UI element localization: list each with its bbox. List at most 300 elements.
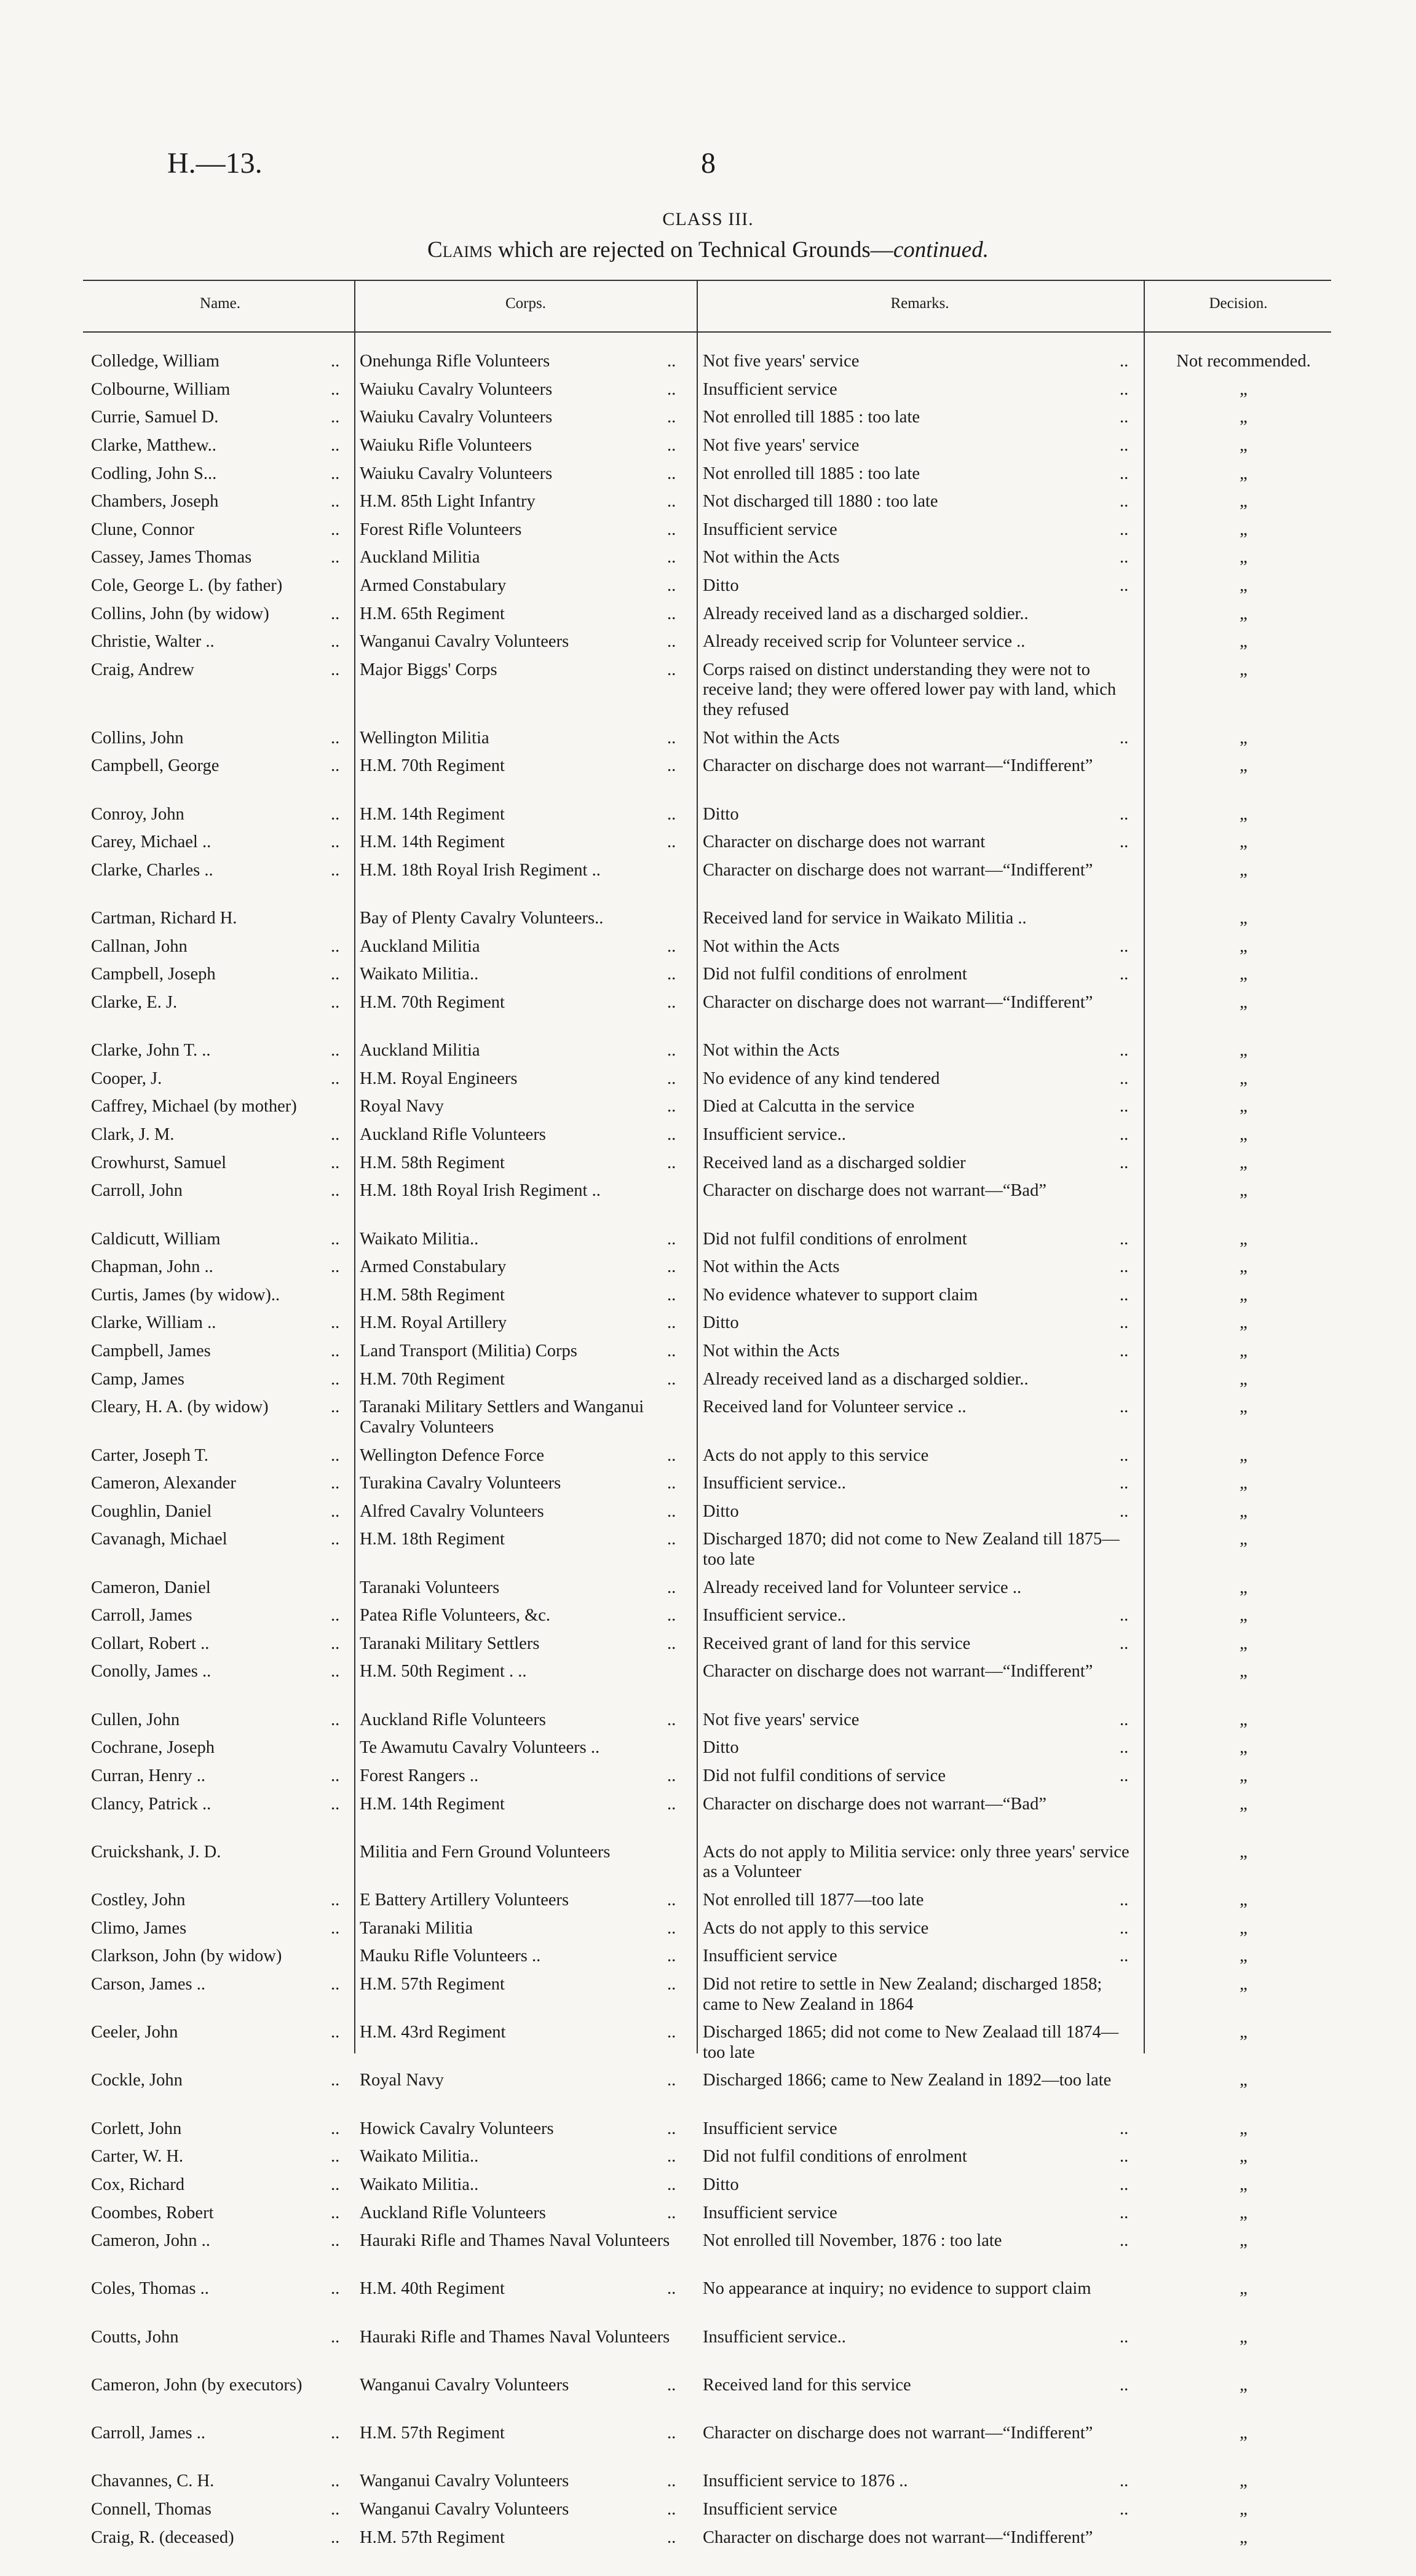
leader-dots: .. — [331, 520, 340, 539]
cell-corps-text: H.M. 58th Regiment — [360, 1153, 505, 1172]
cell-decision-text: „ — [1240, 660, 1248, 679]
cell-name-text: Coutts, John — [91, 2327, 179, 2347]
leader-dots: .. — [331, 2424, 340, 2443]
leader-dots: .. — [667, 492, 676, 512]
cell-decision-text: „ — [1240, 1634, 1248, 1653]
table-row — [0, 1606, 1416, 1634]
cell-corps — [360, 1975, 686, 1995]
cell-name-text: Chavannes, C. H. — [91, 2471, 215, 2491]
cell-name — [91, 861, 339, 881]
cell-corps — [360, 2528, 686, 2548]
cell-decision — [1150, 1474, 1337, 1494]
page-number: 8 — [701, 147, 716, 180]
leader-dots: .. — [667, 632, 676, 652]
leader-dots: .. — [1120, 576, 1129, 595]
table-row — [0, 1891, 1416, 1919]
cell-decision — [1150, 2424, 1337, 2444]
cell-remarks — [703, 1286, 1137, 1306]
cell-decision-text: „ — [1240, 1842, 1248, 1862]
cell-remarks-text: Not enrolled till November, 1876 : too late — [703, 2231, 1002, 2251]
leader-dots: .. — [1120, 832, 1129, 852]
cell-name-text: Carter, Joseph T. — [91, 1445, 208, 1465]
cell-corps — [360, 2023, 686, 2043]
cell-corps-text: Forest Rangers .. — [360, 1766, 479, 1785]
cell-decision-text: „ — [1240, 1285, 1248, 1305]
leader-dots: .. — [667, 2023, 676, 2042]
cell-corps — [360, 1919, 686, 1939]
cell-remarks — [703, 436, 1137, 456]
cell-remarks — [703, 464, 1137, 484]
leader-dots: .. — [667, 1578, 676, 1597]
table-row — [0, 2376, 1416, 2424]
table-row — [0, 1341, 1416, 1370]
cell-decision-text: „ — [1240, 632, 1248, 652]
cell-corps — [360, 1578, 686, 1598]
cell-decision-text: „ — [1240, 2147, 1248, 2167]
cell-decision-text: „ — [1240, 1181, 1248, 1201]
cell-name-text: Costley, John — [91, 1891, 186, 1910]
leader-dots: .. — [331, 2327, 340, 2347]
cell-corps — [360, 2203, 686, 2224]
cell-name — [91, 1286, 339, 1306]
cell-corps-text: Wanganui Cavalry Volunteers — [360, 2471, 569, 2491]
leader-dots: .. — [667, 1097, 676, 1116]
leader-dots: .. — [667, 604, 676, 623]
cell-remarks-text: Did not fulfil conditions of enrolment — [703, 2147, 967, 2167]
cell-corps — [360, 548, 686, 568]
cell-corps-text: Waiuku Cavalry Volunteers — [360, 464, 553, 483]
cell-remarks-text: Not five years' service — [703, 352, 860, 371]
cell-remarks-text: Insufficient service — [703, 379, 837, 399]
cell-decision-text: „ — [1240, 1369, 1248, 1389]
cell-name — [91, 2119, 339, 2139]
cell-decision — [1150, 604, 1337, 625]
cell-remarks-text: Insufficient service — [703, 1946, 837, 1966]
leader-dots: .. — [331, 1501, 340, 1521]
leader-dots: .. — [1120, 352, 1129, 371]
leader-dots: .. — [1120, 1285, 1129, 1305]
cell-decision-text: „ — [1240, 2471, 1248, 2491]
table-row — [0, 520, 1416, 548]
cell-remarks — [703, 2147, 1137, 2167]
cell-name-text: Cameron, Alexander — [91, 1474, 236, 1493]
leader-dots: .. — [667, 1794, 676, 1814]
cell-decision — [1150, 1710, 1337, 1731]
cell-decision — [1150, 1502, 1337, 1522]
cell-decision-text: „ — [1240, 1445, 1248, 1465]
leader-dots: .. — [667, 2203, 676, 2222]
cell-corps-text: Waikato Militia.. — [360, 2147, 479, 2167]
leader-dots: .. — [1120, 1501, 1129, 1521]
cell-corps — [360, 1502, 686, 1522]
cell-name — [91, 2424, 339, 2444]
cell-corps — [360, 2500, 686, 2520]
cell-name — [91, 2071, 339, 2091]
leader-dots: .. — [331, 408, 340, 427]
cell-name-text: Caldicutt, William — [91, 1229, 221, 1249]
cell-remarks — [703, 2376, 1137, 2396]
cell-name-text: Cassey, James Thomas — [91, 548, 252, 567]
leader-dots: .. — [331, 1710, 340, 1729]
cell-name-text: Currie, Samuel D. — [91, 408, 219, 427]
cell-decision-text: „ — [1240, 1069, 1248, 1088]
cell-decision — [1150, 909, 1337, 929]
cell-decision-text: Not recommended. — [1176, 352, 1311, 371]
table-row — [0, 1069, 1416, 1097]
leader-dots: .. — [331, 728, 340, 748]
cell-remarks — [703, 1710, 1137, 1731]
cell-decision — [1150, 2119, 1337, 2139]
cell-decision — [1150, 1257, 1337, 1278]
leader-dots: .. — [667, 1285, 676, 1305]
cell-corps — [360, 1474, 686, 1494]
leader-dots: .. — [1120, 520, 1129, 539]
leader-dots: .. — [1120, 2175, 1129, 2194]
cell-corps-text: Taranaki Militia — [360, 1918, 473, 1938]
cell-decision — [1150, 1181, 1337, 1201]
cell-name — [91, 520, 339, 540]
leader-dots: .. — [1120, 728, 1129, 748]
cell-decision-text: „ — [1240, 1097, 1248, 1116]
cell-remarks-text: Not within the Acts — [703, 1041, 840, 1061]
cell-corps — [360, 1313, 686, 1333]
table-row — [0, 576, 1416, 604]
cell-decision — [1150, 2471, 1337, 2492]
cell-decision-text: „ — [1240, 832, 1248, 852]
leader-dots: .. — [1120, 1710, 1129, 1729]
leader-dots: .. — [1120, 1313, 1129, 1333]
leader-dots: .. — [1120, 804, 1129, 824]
cell-remarks-text: Discharged 1870; did not come to New Zealand till 1875—too late — [703, 1530, 1120, 1569]
table-row — [0, 632, 1416, 660]
cell-name — [91, 1474, 339, 1494]
cell-remarks-text: Insufficient service to 1876 .. — [703, 2471, 908, 2491]
cell-corps-text: H.M. 65th Regiment — [360, 604, 505, 623]
cell-decision — [1150, 464, 1337, 484]
cell-remarks — [703, 1662, 1137, 1682]
cell-name — [91, 909, 339, 929]
cell-decision — [1150, 1370, 1337, 1390]
cell-remarks — [703, 352, 1137, 372]
cell-remarks — [703, 660, 1137, 721]
table-row — [0, 2203, 1416, 2232]
cell-name — [91, 1530, 339, 1550]
cell-corps-text: Wanganui Cavalry Volunteers — [360, 2499, 569, 2519]
cell-corps — [360, 380, 686, 400]
cell-corps-text: Militia and Fern Ground Volunteers — [360, 1842, 611, 1862]
cell-name — [91, 436, 339, 456]
cell-remarks — [703, 2231, 1137, 2251]
cell-remarks — [703, 1397, 1137, 1418]
cell-name-text: Codling, John S... — [91, 464, 217, 483]
cell-remarks — [703, 576, 1137, 596]
cell-corps — [360, 1634, 686, 1654]
cell-name — [91, 352, 339, 372]
cell-remarks — [703, 805, 1137, 825]
cell-decision-text: „ — [1240, 1041, 1248, 1061]
cell-remarks-text: Did not retire to settle in New Zealand; discharged 1858; came to New Zealand in 1864 — [703, 1974, 1102, 2014]
column-header-corps: Corps. — [505, 295, 546, 312]
cell-name-text: Colledge, William — [91, 352, 220, 371]
cell-corps-text: Armed Constabulary — [360, 576, 507, 595]
cell-name-text: Curtis, James (by widow).. — [91, 1285, 280, 1305]
cell-remarks-text: Character on discharge does not warrant—“Indifferent” — [703, 1662, 1093, 1681]
cell-remarks — [703, 1069, 1137, 1089]
leader-dots: .. — [331, 832, 340, 852]
cell-decision — [1150, 1975, 1337, 1995]
leader-dots: .. — [331, 464, 340, 483]
cell-remarks — [703, 2203, 1137, 2224]
cell-remarks-text: Died at Calcutta in the service — [703, 1097, 915, 1116]
leader-dots: .. — [667, 408, 676, 427]
cell-decision-text: „ — [1240, 1662, 1248, 1681]
cell-decision — [1150, 832, 1337, 853]
leader-dots: .. — [1120, 1069, 1129, 1088]
table-row — [0, 1125, 1416, 1153]
cell-remarks-text: Insufficient service — [703, 2499, 837, 2519]
cell-decision — [1150, 756, 1337, 776]
cell-remarks — [703, 1041, 1137, 1061]
cell-remarks-text: Not within the Acts — [703, 1341, 840, 1361]
cell-decision — [1150, 2231, 1337, 2251]
cell-name-text: Climo, James — [91, 1918, 187, 1938]
leader-dots: .. — [667, 2527, 676, 2547]
leader-dots: .. — [331, 1530, 340, 1549]
cell-remarks-text: Discharged 1866; came to New Zealand in 1892—too late — [703, 2071, 1112, 2090]
cell-remarks — [703, 2328, 1137, 2348]
cell-corps — [360, 1257, 686, 1278]
leader-dots: .. — [1120, 1891, 1129, 1910]
cell-corps — [360, 1097, 686, 1117]
cell-corps — [360, 1397, 686, 1437]
cell-corps — [360, 1286, 686, 1306]
cell-remarks-text: Did not fulfil conditions of enrolment — [703, 1229, 967, 1249]
cell-remarks-text: Not within the Acts — [703, 1257, 840, 1277]
cell-corps — [360, 2175, 686, 2195]
cell-name — [91, 1502, 339, 1522]
leader-dots: .. — [1120, 492, 1129, 512]
cell-remarks — [703, 937, 1137, 957]
cell-name — [91, 1069, 339, 1089]
leader-dots: .. — [667, 660, 676, 679]
cell-decision-text: „ — [1240, 1530, 1248, 1549]
cell-decision-text: „ — [1240, 1606, 1248, 1626]
column-header-decision: Decision. — [1209, 295, 1268, 312]
cell-name-text: Collins, John — [91, 728, 184, 748]
table-row — [0, 832, 1416, 861]
cell-remarks-text: Received land for this service — [703, 2375, 911, 2395]
cell-corps-text: Waikato Militia.. — [360, 965, 479, 984]
table-row — [0, 1662, 1416, 1710]
leader-dots: .. — [667, 1918, 676, 1938]
leader-dots: .. — [331, 2499, 340, 2519]
cell-name — [91, 1710, 339, 1731]
cell-corps — [360, 1153, 686, 1174]
cell-decision-text: „ — [1240, 1918, 1248, 1938]
cell-corps-text: Bay of Plenty Cavalry Volunteers.. — [360, 909, 604, 928]
cell-corps — [360, 2471, 686, 2492]
leader-dots: .. — [667, 2071, 676, 2090]
cell-name — [91, 756, 339, 776]
cell-name-text: Collins, John (by widow) — [91, 604, 269, 623]
cell-name-text: Clarkson, John (by widow) — [91, 1946, 282, 1966]
cell-name-text: Cameron, John (by executors) — [91, 2375, 303, 2395]
cell-remarks — [703, 1606, 1137, 1626]
cell-name-text: Campbell, Joseph — [91, 965, 216, 984]
cell-name — [91, 1446, 339, 1466]
cell-name-text: Cochrane, Joseph — [91, 1738, 215, 1758]
cell-decision-text: „ — [1240, 936, 1248, 956]
cell-decision — [1150, 1041, 1337, 1061]
cell-decision-text: „ — [1240, 520, 1248, 539]
table-row — [0, 937, 1416, 965]
cell-remarks-text: Character on discharge does not warrant—“Bad” — [703, 1181, 1046, 1201]
cell-decision-text: „ — [1240, 548, 1248, 567]
cell-decision-text: „ — [1240, 992, 1248, 1012]
cell-name — [91, 1578, 339, 1598]
leader-dots: .. — [1120, 2327, 1129, 2347]
cell-corps-text: Taranaki Military Settlers — [360, 1634, 540, 1653]
cell-corps — [360, 2328, 686, 2348]
table-row — [0, 1474, 1416, 1502]
cell-name-text: Cole, George L. (by father) — [91, 576, 283, 595]
cell-decision — [1150, 937, 1337, 957]
leader-dots: .. — [1120, 2203, 1129, 2222]
table-row — [0, 1634, 1416, 1662]
leader-dots: .. — [331, 2175, 340, 2194]
table-row — [0, 1710, 1416, 1739]
cell-decision-text: „ — [1240, 1125, 1248, 1145]
cell-decision-text: „ — [1240, 1341, 1248, 1361]
cell-remarks — [703, 1341, 1137, 1362]
leader-dots: .. — [1120, 1397, 1129, 1417]
cell-remarks — [703, 1181, 1137, 1201]
table-row — [0, 1578, 1416, 1606]
cell-corps-text: Auckland Militia — [360, 1041, 480, 1061]
cell-decision-text: „ — [1240, 756, 1248, 776]
cell-name-text: Cooper, J. — [91, 1069, 162, 1088]
cell-decision-text: „ — [1240, 1229, 1248, 1249]
cell-remarks-text: Insufficient service.. — [703, 1606, 846, 1626]
leader-dots: .. — [667, 548, 676, 567]
cell-name-text: Clarke, John T. .. — [91, 1041, 211, 1061]
cell-name — [91, 1975, 339, 1995]
cell-decision-text: „ — [1240, 1766, 1248, 1785]
leader-dots: .. — [331, 992, 340, 1012]
leader-dots: .. — [667, 1069, 676, 1088]
cell-name-text: Carroll, James — [91, 1606, 192, 1626]
cell-remarks-text: Received land for service in Waikato Militia .. — [703, 909, 1027, 928]
cell-decision — [1150, 1891, 1337, 1911]
cell-name — [91, 632, 339, 652]
cell-corps-text: H.M. 85th Light Infantry — [360, 492, 536, 512]
leader-dots: .. — [667, 1606, 676, 1626]
cell-name — [91, 1341, 339, 1362]
leader-dots: .. — [331, 435, 340, 455]
cell-name — [91, 2147, 339, 2167]
cell-decision — [1150, 805, 1337, 825]
cell-name — [91, 548, 339, 568]
cell-decision-text: „ — [1240, 2231, 1248, 2251]
cell-remarks-text: Not enrolled till 1877—too late — [703, 1891, 924, 1910]
cell-remarks-text: No evidence whatever to support claim — [703, 1285, 978, 1305]
cell-remarks-text: Character on discharge does not warrant—“Indifferent” — [703, 756, 1093, 776]
cell-corps-text: H.M. 50th Regiment . .. — [360, 1662, 527, 1681]
cell-remarks — [703, 2119, 1137, 2139]
cell-corps — [360, 2279, 686, 2299]
cell-decision — [1150, 380, 1337, 400]
cell-name — [91, 1766, 339, 1787]
table-row — [0, 1946, 1416, 1975]
cell-decision — [1150, 1125, 1337, 1145]
leader-dots: .. — [667, 352, 676, 371]
cell-remarks-text: Not five years' service — [703, 435, 860, 455]
cell-decision — [1150, 1153, 1337, 1174]
cell-name — [91, 2328, 339, 2348]
cell-remarks-text: No appearance at inquiry; no evidence to support claim — [703, 2279, 1091, 2299]
cell-decision — [1150, 1341, 1337, 1362]
cell-name — [91, 729, 339, 749]
cell-corps — [360, 1446, 686, 1466]
cell-corps — [360, 909, 686, 929]
cell-name-text: Cameron, Daniel — [91, 1578, 211, 1597]
cell-corps — [360, 2376, 686, 2396]
table-row — [0, 1919, 1416, 1947]
cell-name — [91, 2376, 339, 2396]
cell-corps — [360, 1041, 686, 1061]
leader-dots: .. — [667, 435, 676, 455]
cell-remarks-text: Ditto — [703, 1501, 739, 1521]
cell-remarks-text: Insufficient service — [703, 520, 837, 539]
leader-dots: .. — [331, 1606, 340, 1626]
cell-corps — [360, 1946, 686, 1967]
cell-corps-text: H.M. 14th Regiment — [360, 832, 505, 852]
title-prefix: Claims — [427, 237, 492, 263]
leader-dots: .. — [1120, 1445, 1129, 1465]
cell-remarks-text: Acts do not apply to Militia service: only three years' service as a Volunteer — [703, 1842, 1129, 1882]
cell-name — [91, 1662, 339, 1682]
cell-corps — [360, 729, 686, 749]
cell-name-text: Coombes, Robert — [91, 2203, 214, 2222]
leader-dots: .. — [1120, 2147, 1129, 2167]
cell-remarks — [703, 1634, 1137, 1654]
cell-remarks — [703, 2500, 1137, 2520]
cell-decision — [1150, 1738, 1337, 1758]
cell-name — [91, 2528, 339, 2548]
table-row — [0, 2279, 1416, 2327]
table-row — [0, 729, 1416, 757]
leader-dots: .. — [331, 379, 340, 399]
leader-dots: .. — [667, 1634, 676, 1653]
leader-dots: .. — [331, 632, 340, 652]
cell-corps-text: H.M. 57th Regiment — [360, 2424, 505, 2443]
leader-dots: .. — [1120, 1341, 1129, 1361]
cell-decision — [1150, 1313, 1337, 1333]
leader-dots: .. — [331, 860, 340, 880]
table-row — [0, 380, 1416, 408]
cell-remarks — [703, 1578, 1137, 1598]
cell-remarks-text: Already received land as a discharged soldier.. — [703, 604, 1029, 623]
cell-corps-text: H.M. 70th Regiment — [360, 1369, 505, 1389]
cell-remarks-text: Already received scrip for Volunteer service .. — [703, 632, 1026, 652]
leader-dots: .. — [667, 1153, 676, 1172]
cell-corps-text: H.M. 43rd Regiment — [360, 2023, 506, 2042]
cell-corps — [360, 1662, 686, 1682]
cell-remarks — [703, 993, 1137, 1013]
cell-corps — [360, 993, 686, 1013]
cell-name — [91, 2023, 339, 2043]
cell-decision-text: „ — [1240, 1501, 1248, 1521]
